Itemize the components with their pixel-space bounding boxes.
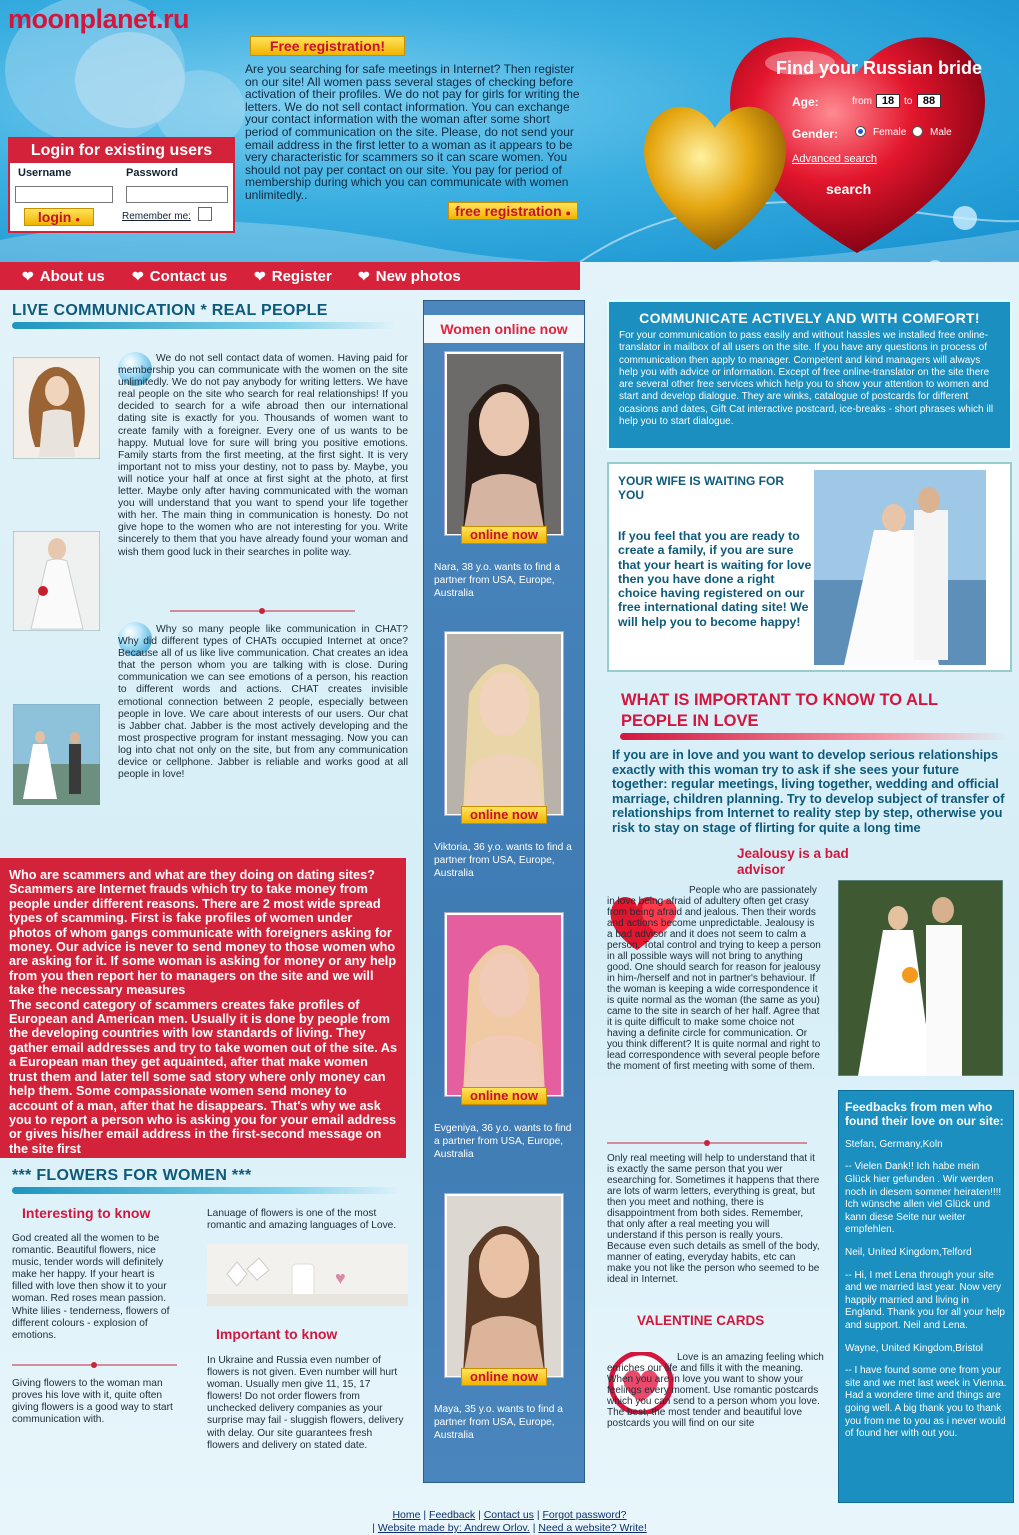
ornament-divider xyxy=(12,1360,177,1370)
nav-label: Contact us xyxy=(149,268,228,285)
wedding-couple-photo-1 xyxy=(13,704,100,805)
important-flowers-title: Important to know xyxy=(216,1326,338,1342)
woman-description: Maya, 35 y.o. wants to find a partner from USA, Europe, Australia xyxy=(434,1404,563,1441)
scammers-info-box xyxy=(0,858,406,1158)
nav-register[interactable] xyxy=(254,268,332,285)
remember-me-checkbox[interactable] xyxy=(198,207,212,221)
wife-waiting-title: YOUR WIFE IS WAITING FOR YOU xyxy=(618,474,784,502)
footer-links: Home | Feedback | Contact us | Forgot password? xyxy=(392,1509,627,1521)
woman-photo xyxy=(447,634,561,814)
male-label: Male xyxy=(930,127,952,138)
svg-text:♥: ♥ xyxy=(335,1268,346,1288)
nav-label: Register xyxy=(271,268,332,285)
age-to-input[interactable]: 88 xyxy=(917,94,941,108)
real-meeting-text: Only real meeting will help to understand that it is exactly the same person that you wer esearching for. Sometimes it happens that there are lots of warm letters, everything is great, but then you meet and nothing, there is disappointment from both sides. Remember, that only after a real meeting you will understand if this person is really yours. Because even such details as smell of the body, manner of eating, everyday habits, etc can make you not like the person who seemed to be ideal in Internet. xyxy=(607,1153,820,1285)
title-underline xyxy=(620,733,1008,740)
woman-photo-curly xyxy=(13,357,100,459)
woman-photo-card[interactable] xyxy=(444,351,564,536)
wedding-couple-photo-2 xyxy=(814,470,986,665)
search-button[interactable]: search xyxy=(826,181,872,197)
woman-photo-card[interactable] xyxy=(444,631,564,816)
scam-text-1: Who are scammers and what are they doing on dating sites? Scammers are Internet frauds which try to take money from people under different reasons. There are 2 most wide spread types of scamming. First is fake profiles of women under photos of whom gangs communicate with foreigners asking for money. Our advice is never to send money to those women who are asking for it. If some woman is asking for money or any help from you then report her to managers on the site and we will take the necessary measures xyxy=(9,868,397,998)
feedback-title: Feedbacks from men who found their love on our site: xyxy=(845,1100,1004,1129)
feedback-list xyxy=(845,1139,1007,1441)
footer-made-by-link[interactable]: Website made by: Andrew Orlov. xyxy=(377,1522,530,1534)
scam-text-2: The second category of scammers creates fake profiles of European and American men. Usually it is done by people from the developing countries with low standards of living. They gather email addresses and try to take women out of the site. As a European man they get aquainted, after that make women trust them and later tell some sad story where only money can help them. Some compassionate women send money to account of a man, after that he disappears. That's why we ask you to report a person who is asking you for your email address or gives his/her email address in the first-second message on the site first xyxy=(9,997,398,1156)
feedback-message: -- Hi, I met Lena through your site and we married last year. Now very happily married and living in England. Thank you for all your help and support. Neil and Lena. xyxy=(845,1269,1005,1331)
footer xyxy=(0,1509,1019,1535)
age-from-label: from xyxy=(852,96,872,107)
feedback-message: -- Vielen Dank!! Ich habe mein Glück hier gefunden . Wir werden noch in diesem sommer heiraten!!!! Ich wünsche allen viel Glück und kann diese Seite nur weiter empfehlen. xyxy=(845,1161,1002,1236)
female-radio[interactable] xyxy=(855,126,866,137)
wedding-couple-photo-3 xyxy=(838,880,1003,1076)
important-love-text: If you are in love and you want to develop serious relationships exactly with this woman try to ask if she sees your future together: regular meetings, living together, wedding and official marriage, children planning. Try to develop subject of transfer of relationships from Internet to reality step by step, otherwise you risk to stay on stage of flirting for quite a long time xyxy=(612,747,1005,835)
arrow-icon: ● xyxy=(565,208,571,218)
username-input[interactable] xyxy=(15,186,113,203)
bride-photo-1 xyxy=(13,531,100,631)
feedback-author: Stefan, Germany,Koln xyxy=(845,1138,943,1150)
login-box xyxy=(8,137,235,233)
heart-icon: ❤ xyxy=(358,268,370,284)
footer-link-contact[interactable]: Contact us xyxy=(483,1509,534,1521)
footer-need-website-link[interactable]: Need a website? Write! xyxy=(538,1522,647,1534)
woman-photo xyxy=(447,354,561,534)
wife-waiting-text: If you feel that you are ready to create a family, if you are sure that your heart is waiting for love then you have done a right choice having registered on our free international dating site! We will help you to become happy! xyxy=(618,529,812,629)
jealousy-text: People who are passionately in love being afraid of adultery often get crasy from being afraid and jealous. Then their words and actions become unpredictable. Jealousy is a bad advisor and it does not seem to calm a person. Total control and trying to keep a person in all possible ways will not bring to anything good. One should search for reason for jealousy in him-/herself and not in partner's behaviour. If the woman is keeping a wide correspondence it is quite normal as the woman (the same as you) came to the site in search of her half. Agree that it is quite difficult to make some choice not having a definite circle for communication. Or you think different? It is quite normal and right to lead correspondence with several people before the moment of first meeting with some of them. xyxy=(607,885,821,1072)
heart-icon: ❤ xyxy=(22,268,34,284)
valentine-text: Love is an amazing feeling which enriches our life and fills it with the meaning. When you are in love you want to show your feelings every moment. Use romantic postcards which you can send to a person whom you love. The best, the most tender and beautiful love postcards you will find on our site xyxy=(607,1352,824,1429)
feedback-message: -- I have found some one from your site and we met last week in Vienna. Had a wondere time and things are going well. A big thank you to thank you from me to you as i never would of found her with out you. xyxy=(845,1365,1007,1440)
login-title: Login for existing users xyxy=(10,139,233,163)
woman-description: Evgeniya, 36 y.o. wants to find a partner from USA, Europe, Australia xyxy=(434,1123,572,1160)
search-title: Find your Russian bride xyxy=(775,58,983,78)
login-button-label: login xyxy=(37,209,72,225)
arrow-icon: ● xyxy=(75,215,81,224)
ornament-divider xyxy=(607,1138,807,1148)
footer-credits: | Website made by: Andrew Orlov. | Need a website? Write! xyxy=(372,1522,647,1534)
important-flowers-text: In Ukraine and Russia even number of flowers is not given. Even number will hurt woman. Usually men give 11, 15, 17 flowers! Do not order flowers from unchecked delivery companies as your surprise may fail - sluggish flowers, delivery with delay. Our site guarantees fresh flowers and delivery on stated date. xyxy=(207,1355,404,1451)
communicate-text: For your communication to pass easily and without hassles we installed free online-translator in mailbox of all users on the site. If you have any questions in process of communication then apply to manager. Competent and kind managers will always help you with advice or information. Except of free online-translator on the site there are several other free services which help you to show your attention to women and start and develop dialogue. They are winks, catalogue of postcards for different ocasions and dates, Gift Cat interactive postcard, ice-breaks - short phrases which ill help you to start dialogue. xyxy=(619,330,994,428)
women-online-title: Women online now xyxy=(424,315,584,343)
feedback-panel xyxy=(838,1090,1014,1503)
woman-photo xyxy=(447,915,561,1095)
password-label: Password xyxy=(126,167,178,179)
feedback-author: Neil, United Kingdom,Telford xyxy=(845,1246,972,1258)
interesting-text: God created all the women to be romantic. Beautiful flowers, nice music, tender words will definitely make her happy. If your heart is filled with love then show it to your woman. Red roses mean passion. White lilies - tenderness, flowers of different colours - explosion of emotions. xyxy=(12,1233,170,1341)
heart-icon: ❤ xyxy=(254,268,266,284)
heart-icon: ❤ xyxy=(132,268,144,284)
online-now-badge[interactable]: online now xyxy=(461,1087,547,1105)
free-registration-button-bottom[interactable] xyxy=(448,202,578,220)
header-intro-text: Are you searching for safe meetings in Internet? Then register on our site! All women pass several stages of checking before activation of their profiles. We do not pay for girls for writing the letters. We do not sell contact information. You can exchange your contact information with the woman after some short period of communication on the site. Please, do not send your email address in the first letter to a woman as it appears to be very characteristic for scammers so it can scare women. You should not pay per contact on our site. You pay for period of membership during which you can communicate with women unlimitedly.. xyxy=(245,62,580,202)
woman-description: Viktoria, 36 y.o. wants to find a partner from USA, Europe, Australia xyxy=(434,842,572,879)
free-registration-button-top[interactable]: Free registration! xyxy=(250,36,405,56)
remember-me-label: Remember me: xyxy=(122,211,191,222)
main-navigation xyxy=(0,262,580,290)
woman-photo-card[interactable] xyxy=(444,912,564,1097)
footer-link-feedback[interactable]: Feedback xyxy=(429,1509,476,1521)
header-banner xyxy=(0,0,1019,262)
title-underline xyxy=(12,322,397,329)
flowers-title: *** FLOWERS FOR WOMEN *** xyxy=(12,1167,252,1184)
women-online-panel xyxy=(423,300,585,1483)
footer-link-home[interactable]: Home xyxy=(392,1509,421,1521)
username-label: Username xyxy=(18,167,72,179)
nav-contact-us[interactable] xyxy=(132,268,227,285)
giving-flowers-text: Giving flowers to the woman man proves his love with it, quite often giving flowers is a good way to start communication with. xyxy=(12,1378,173,1426)
feedback-author: Wayne, United Kingdom,Bristol xyxy=(845,1342,984,1354)
online-now-badge[interactable]: online now xyxy=(461,1368,547,1386)
nav-label: About us xyxy=(39,268,105,285)
woman-photo xyxy=(447,1196,561,1376)
age-from-input[interactable]: 18 xyxy=(876,94,900,108)
ornament-divider xyxy=(170,606,355,616)
communicate-box xyxy=(607,300,1012,450)
language-of-flowers-text: Lanuage of flowers is one of the most romantic and amazing languages of Love. xyxy=(207,1208,397,1232)
wife-waiting-box xyxy=(607,462,1012,672)
female-label: Female xyxy=(873,127,907,138)
online-now-badge[interactable]: online now xyxy=(461,806,547,824)
nav-new-photos[interactable] xyxy=(358,268,461,285)
important-love-title: WHAT IS IMPORTANT TO KNOW TO ALL PEOPLE IN LOVE xyxy=(621,691,938,730)
interesting-title: Interesting to know xyxy=(22,1205,151,1221)
online-now-badge[interactable]: online now xyxy=(461,526,547,544)
live-communication-title: LIVE COMMUNICATION * REAL PEOPLE xyxy=(12,302,328,319)
advanced-search-link[interactable]: Advanced search xyxy=(792,153,877,165)
flowers-photo xyxy=(207,1244,408,1306)
nav-label: New photos xyxy=(375,268,461,285)
title-underline xyxy=(12,1187,400,1194)
footer-link-forgot-password[interactable]: Forgot password? xyxy=(542,1509,627,1521)
woman-photo-card[interactable] xyxy=(444,1193,564,1378)
live-paragraph-1: We do not sell contact data of women. Having paid for membership you can communicate with the women on the site unlimitedly. We do not pay anybody for writing letters. We have real people on the site who search for real relationships! If you decided to search for a wife abroad then our international dating site is exactly for you. Thousands of women want to create family with a foreigner. Every one of us wants to be happy. Mutual love for sure will bring you positive emotions. Family starts from the first meeting, at the first sight. It is very important not to miss your destiny, not to pass by. Maybe, you will notice your half at once at first sight at the photo, at first letter. Maybe only after having communicated with the woman you will understand that you want to spend your life together with her. The main thing in communication is honesty. Do not give hope to the women who are not interesting for you. Write sincerely to them that you have already found your woman and wish them good luck in their searches in polite way. xyxy=(118,353,408,558)
communicate-title: COMMUNICATE ACTIVELY AND WITH COMFORT! xyxy=(639,310,980,326)
nav-about-us[interactable] xyxy=(22,268,105,285)
login-button[interactable] xyxy=(24,208,94,226)
woman-description: Nara, 38 y.o. wants to find a partner from USA, Europe, Australia xyxy=(434,562,561,599)
valentine-title: VALENTINE CARDS xyxy=(637,1313,765,1328)
live-paragraph-2: Why so many people like communication in CHAT? Why did different types of CHATs occupied Internet at once? Because all of us like live communication. Chat creates an idea that the person whom you are talking with is close. During communication we can see emotions of a person, his reaction to different words and actions. CHAT creates invisible emotional connection between 2 people, especially between people in love. We care about interests of our users. Our chat is Jabber chat. Jabber is the most actively developing and the most prospective program for instant messaging. Now you can log into chat not only on the site, but from any communication device or cellphone. Jabber is reliable and works good at all people in love! xyxy=(118,624,408,781)
age-label: Age: xyxy=(792,95,819,109)
age-to-label: to xyxy=(904,96,913,107)
jealousy-title: Jealousy is a bad advisor xyxy=(737,846,849,877)
password-input[interactable] xyxy=(126,186,228,203)
site-logo[interactable]: moonplanet.ru xyxy=(8,4,189,34)
male-radio[interactable] xyxy=(912,126,923,137)
gender-label: Gender: xyxy=(792,127,839,141)
free-registration-label: free registration xyxy=(455,203,562,219)
